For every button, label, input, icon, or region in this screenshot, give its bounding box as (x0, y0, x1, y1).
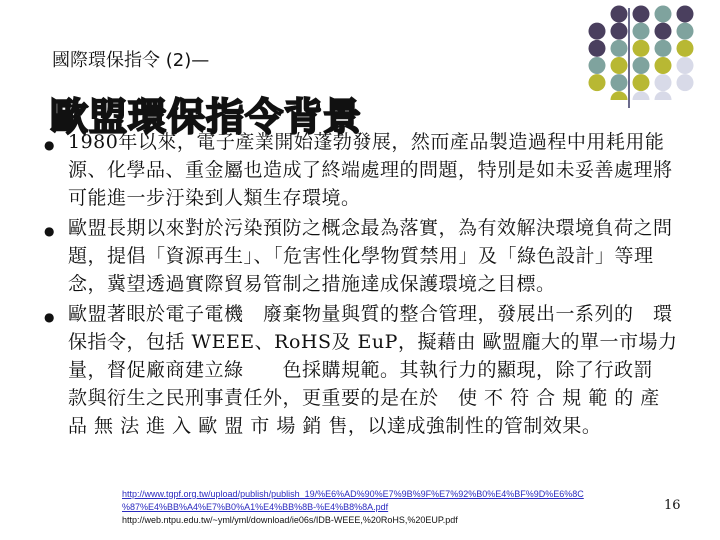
bullet-icon: ● (44, 138, 55, 152)
references (122, 488, 584, 527)
decorative-dot (655, 23, 672, 40)
divider-line (628, 8, 630, 108)
decorative-dot (655, 6, 672, 23)
decorative-dot (589, 23, 606, 40)
bullet-icon: ● (44, 224, 55, 238)
decorative-dot (611, 74, 628, 91)
decorative-dot (611, 40, 628, 57)
page-number: 16 (664, 498, 681, 513)
decorative-dot (655, 74, 672, 91)
reference-link[interactable]: http://www.tgpf.org.tw/upload/publish/publish_19/%E6%AD%90%E7%9B%9F%E7%92%B0%E4%BF%9D%E6%8C (122, 489, 584, 499)
decorative-dot (589, 40, 606, 57)
decorative-dot (611, 91, 628, 100)
slide-subtitle: 國際環保指令 (2)— (52, 50, 210, 71)
bullet-text: 歐盟著眼於電子電機 廢棄物量與質的整合管理，發展出一系列的 環保指令，包括 WEEE、RoHS及 EuP，擬藉由 歐盟龐大的單一市場力量，督促廠商建立綠 色採購規範。其執行力的顯現，除了行政罰 款與衍生之民刑事責任外，更重要的是在於 使 不 符 合 規 範 的 產 品 無 法 進 入 歐 盟 市 場 銷 售，以達成強制性的管制效果。 (68, 303, 678, 437)
decorative-dot (611, 23, 628, 40)
decorative-dot (633, 57, 650, 74)
decorative-dot (655, 40, 672, 57)
decorative-dot (677, 6, 694, 23)
bullet-text: 1980年以來，電子產業開始蓬勃發展，然而產品製造過程中用耗用能源、化學品、重金屬也造成了終端處理的問題，特別是如未妥善處理將可能進一步汙染到人類生存環境。 (68, 131, 673, 209)
bullet-icon: ● (44, 310, 55, 324)
decorative-dot (677, 74, 694, 91)
reference-text: http://web.ntpu.edu.tw/~yml/yml/download/ie06s/IDB-WEEE,%20RoHS,%20EUP.pdf (122, 515, 458, 525)
slide-title: 歐盟環保指令背景 (50, 95, 363, 139)
bullet-item (40, 214, 680, 298)
decorative-dot (633, 23, 650, 40)
decorative-dot (677, 23, 694, 40)
decorative-dot (589, 57, 606, 74)
decorative-dot (611, 6, 628, 23)
decorative-dot (633, 6, 650, 23)
decorative-dot (589, 74, 606, 91)
bullet-item (40, 128, 680, 212)
decorative-dot (633, 74, 650, 91)
decorative-dot (633, 91, 650, 100)
decorative-dot (655, 91, 672, 100)
bullet-text: 歐盟長期以來對於污染預防之概念最為落實，為有效解決環境負荷之問題，提倡「資源再生」、「危害性化學物質禁用」及「綠色設計」等理念，冀望透過實際貿易管制之措施達成保護環境之目標。 (68, 217, 673, 295)
bullet-item (40, 300, 680, 440)
reference-link-continued[interactable]: %87%E4%BB%A4%E7%B0%A1%E4%BB%8B-%E4%B8%8A.pdf (122, 502, 389, 512)
decorative-dot (677, 57, 694, 74)
decorative-dot (633, 40, 650, 57)
decorative-dot (677, 40, 694, 57)
decorative-dot (655, 57, 672, 74)
decorative-dot (611, 57, 628, 74)
bullet-list (40, 128, 680, 442)
